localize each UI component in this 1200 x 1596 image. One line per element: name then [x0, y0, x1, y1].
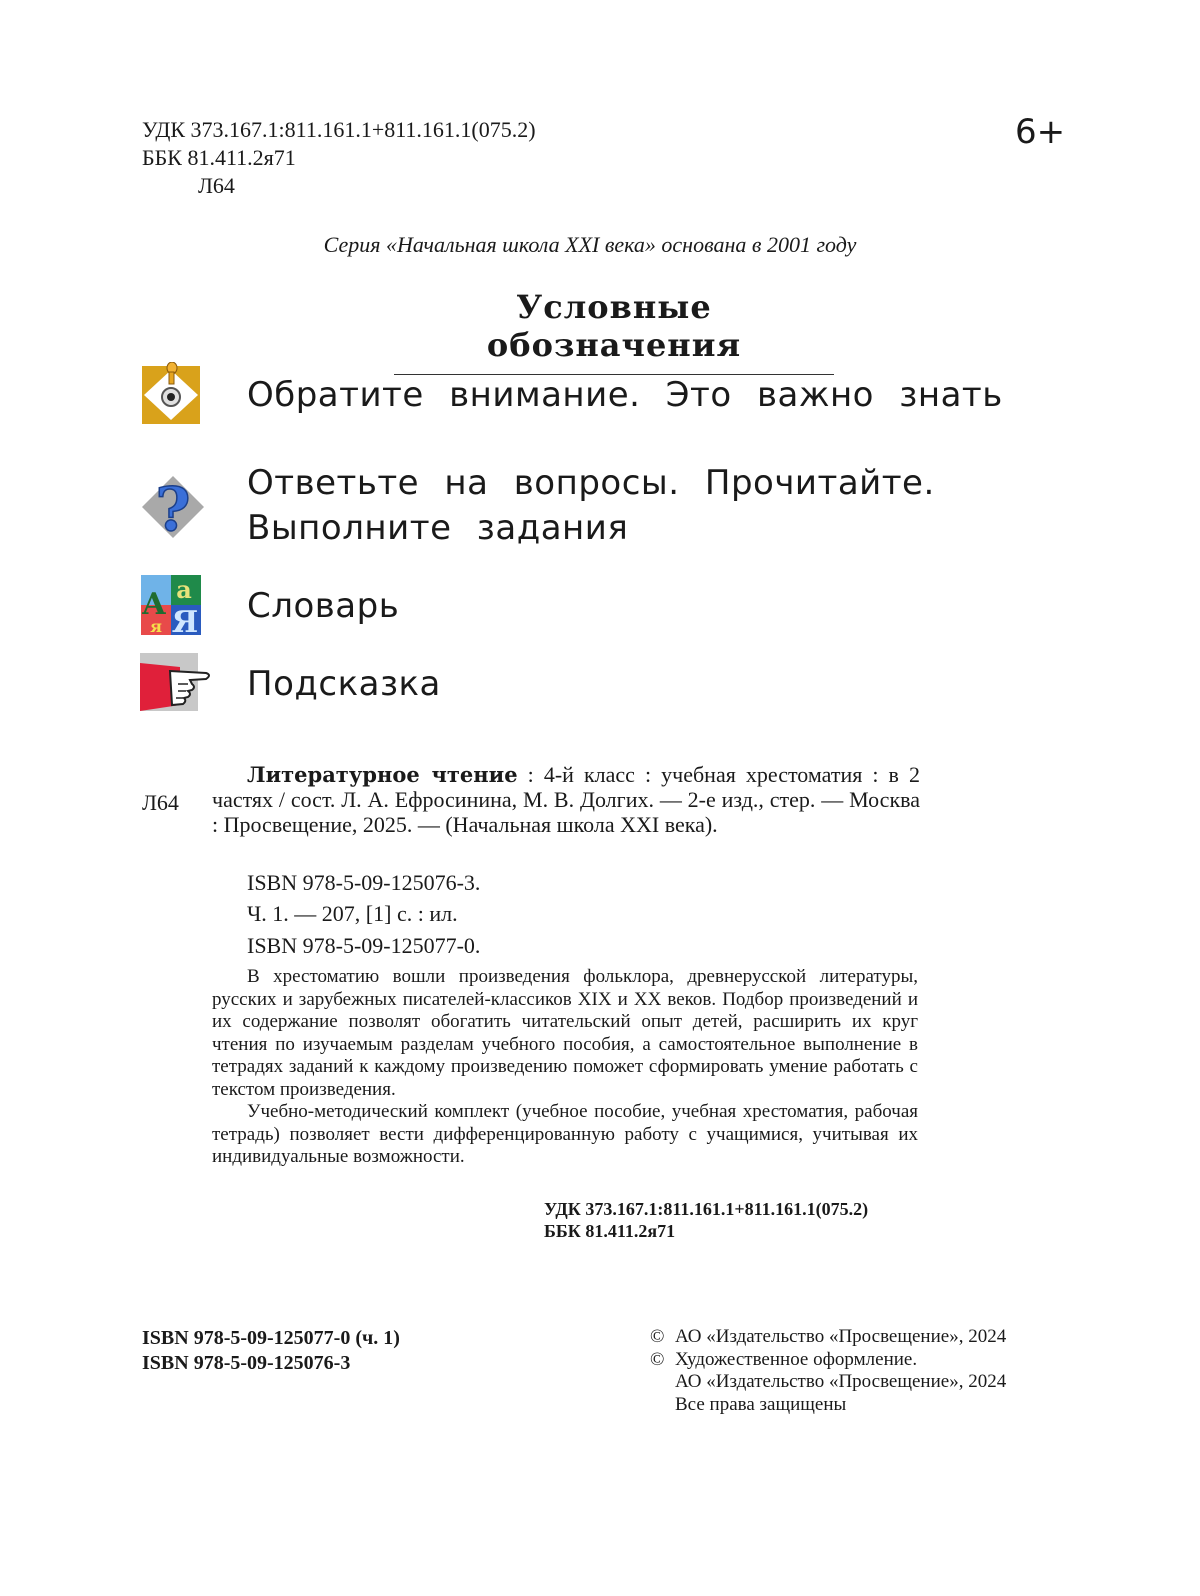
legend-title: Условные обозначения — [394, 288, 834, 375]
hint-icon — [140, 653, 204, 711]
svg-text:я: я — [150, 617, 162, 636]
svg-text:?: ? — [155, 475, 191, 542]
bib-code: Л64 — [142, 790, 179, 815]
annotation-paragraph-2: Учебно-методический комплект (учебное пособие, учебная хрестоматия, рабочая тетрадь) позволяет вести дифференцированную работу с учащимися, учитывая их индивидуальные возможности. — [212, 1101, 918, 1167]
dictionary-icon — [140, 574, 204, 636]
book-title: Литературное чтение — [247, 762, 518, 787]
series-note: Серия «Начальная школа XXI века» основана в 2001 году — [323, 232, 857, 257]
legend-questions-label — [247, 461, 935, 551]
copyright-symbol: © — [650, 1326, 665, 1347]
legend-questions-line1: Ответьте на вопросы. Прочитайте. — [247, 463, 935, 503]
author-mark: Л64 — [198, 173, 235, 198]
isbn-block — [142, 1326, 400, 1376]
bib-description — [212, 762, 920, 837]
bbk-code: ББК 81.411.2я71 — [142, 145, 296, 170]
isbn-line-2: ISBN 978-5-09-125076-3 — [142, 1352, 351, 1374]
udk-code: УДК 373.167.1:811.161.1+811.161.1(075.2) — [142, 117, 536, 142]
part-line: Ч. 1. — 207, [1] с. : ил. — [247, 901, 458, 926]
annotation-paragraph-1: В хрестоматию вошли произведения фольклора, древнерусской литературы, русских и зарубежных писателей-классиков XIX и XX веков. Подбор произведений и их содержание позволят обогатить читательский опыт детей, расширить их круг чтения по изучаемым разделам учебного пособия, а самостоятельное выполнение в тетрадях заданий к каждому произведению поможет сформировать умение работать с текстом произведения. — [212, 966, 918, 1100]
copyright-line-4: Все права защищены — [675, 1393, 847, 1415]
isbn-part-line: ISBN 978-5-09-125077-0. — [247, 933, 481, 958]
legend-dictionary-label: Словарь — [247, 586, 400, 626]
udk-code-bottom: УДК 373.167.1:811.161.1+811.161.1(075.2) — [544, 1199, 869, 1219]
isbn-line-1: ISBN 978-5-09-125077-0 (ч. 1) — [142, 1327, 400, 1349]
isbn-set-line: ISBN 978-5-09-125076-3. — [247, 870, 481, 895]
legend-attention-label: Обратите внимание. Это важно знать — [247, 375, 1003, 415]
copyright-line-3: АО «Издательство «Просвещение», 2024 — [675, 1371, 1007, 1392]
svg-text:Я: Я — [171, 605, 199, 636]
svg-text:а: а — [176, 575, 192, 604]
age-rating: 6+ — [1015, 112, 1066, 152]
bbk-code-bottom: ББК 81.411.2я71 — [544, 1221, 676, 1241]
book-description: : 4-й класс : учебная хрестоматия : в 2 частях / сост. Л. А. Ефросинина, М. В. Долгих. — 2-е изд., стер. — Москва : Просвещение, 2025. — (Начальная школа XXI века). — [212, 762, 920, 837]
classification-header — [142, 116, 536, 200]
classification-footer — [544, 1198, 868, 1242]
legend-hint-label: Подсказка — [247, 664, 441, 704]
attention-icon — [140, 362, 204, 426]
copyright-line-1: АО «Издательство «Просвещение», 2024 — [675, 1326, 1007, 1347]
copyright-symbol: © — [650, 1348, 665, 1370]
question-icon — [140, 472, 204, 542]
legend-questions-line2: Выполните задания — [247, 508, 629, 548]
copyright-block — [650, 1326, 1006, 1416]
annotation — [212, 966, 918, 1169]
svg-text:А: А — [141, 587, 167, 622]
copyright-line-2: Художественное оформление. — [675, 1348, 918, 1370]
